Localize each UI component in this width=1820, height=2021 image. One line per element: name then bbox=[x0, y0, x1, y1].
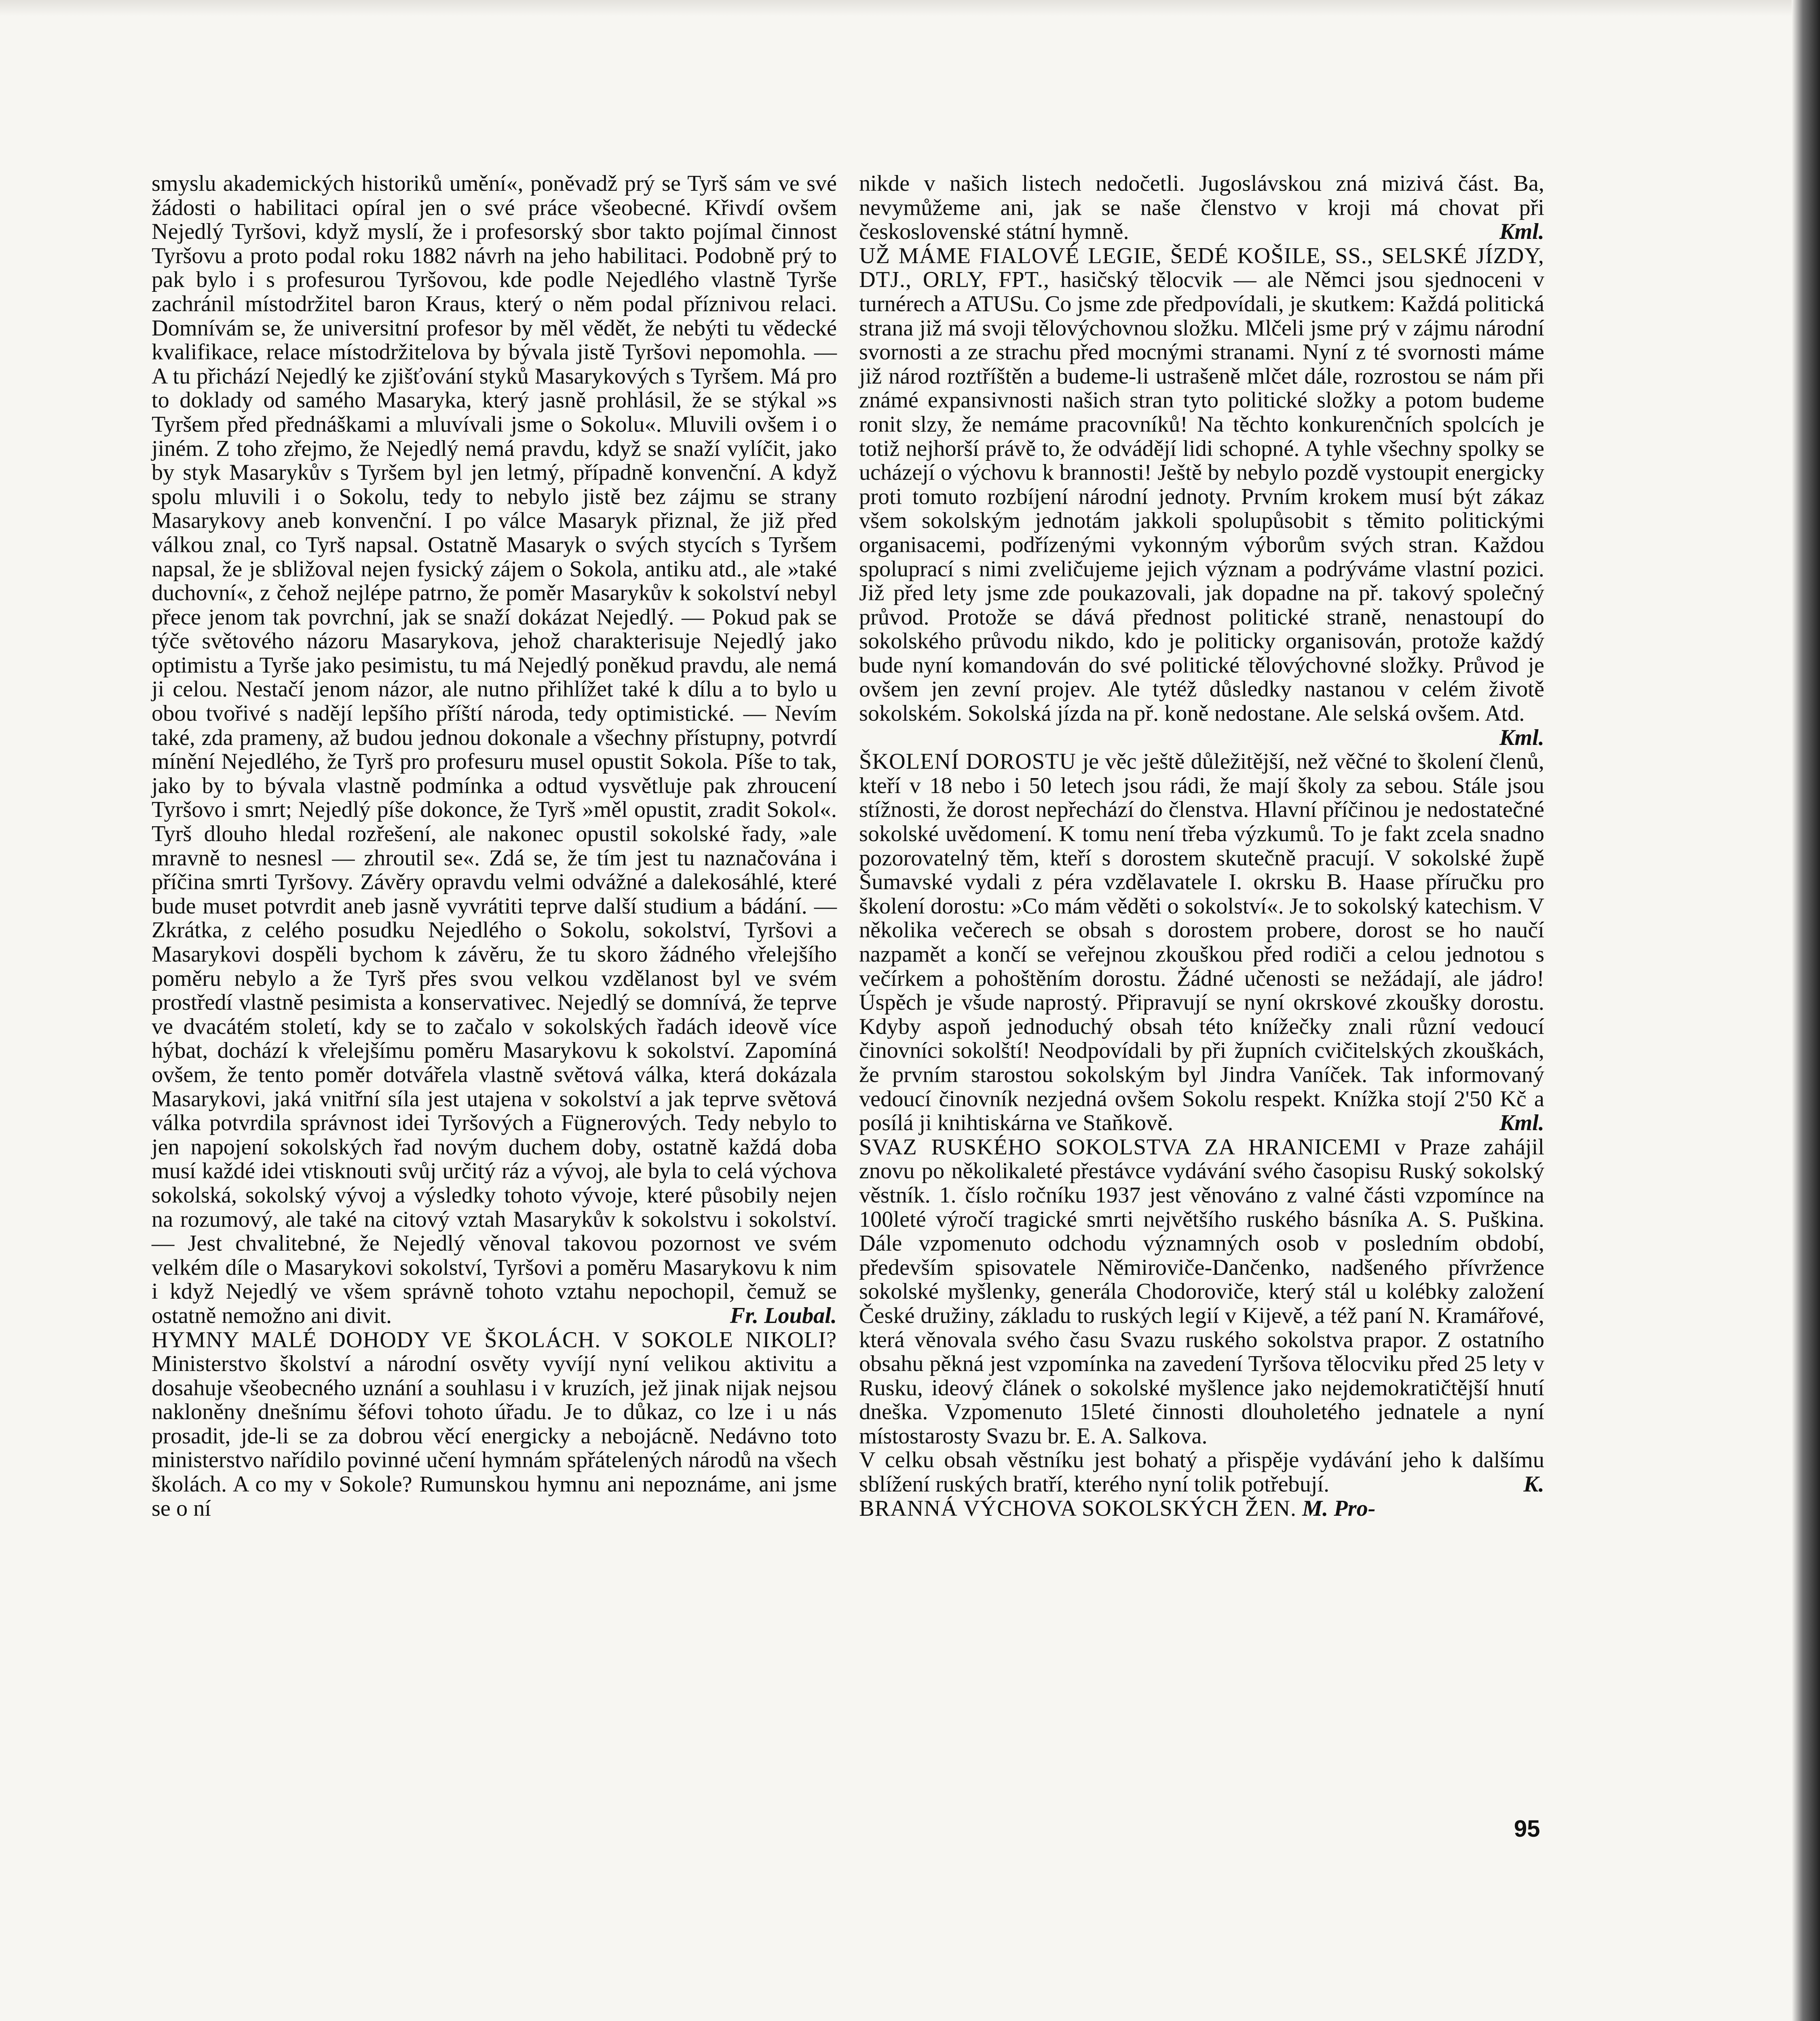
article-svaz-closing bbox=[859, 1448, 1544, 1496]
left-column bbox=[152, 172, 837, 1521]
article-text: V celku obsah věstníku jest bohatý a přispěje vydávání jeho k dalšímu sblížení ruských bratří, kterého nyní tolik potřebují. bbox=[859, 1447, 1544, 1497]
heading-skoleni: ŠKOLENÍ DOROSTU bbox=[859, 749, 1077, 774]
signature-loubal: Fr. Loubal. bbox=[730, 1303, 837, 1328]
article-text: nikde v našich listech nedočetli. Jugoslávskou zná mizivá část. Ba, nevymůžeme ani, jak se naše členstvo v kroji má chovat při československé státní hymně. bbox=[859, 171, 1544, 245]
article-text: je věc ještě důležitější, než věčné to školení členů, kteří v 18 nebo i 50 letech jsou rádi, že mají školy za sebou. Stále jsou stížnosti, že dorost nepřechází do členstva. Hlavní příčinou je nedostatečné sokolské uvědomení. K tomu není třeba výzkumů. To je fakt zcela snadno pozorovatelný těm, kteří s dorostem skutečně pracují. V sokolské župě Šumavské vydali z péra vzdělavatele I. okrsku B. Haase příručku pro školení dorostu: »Co mám věděti o sokolství«. Je to sokolský katechism. V několika večerech se obsah s dorostem probere, dorost se ho naučí nazpamět a končí se veřejnou zkouškou před rodiči a celou jednotou s večírkem a pohoštěním dorostu. Žádné učenosti se nežádají, ale jádro! Úspěch je všude naprostý. Připravují se nyní okrskové zkoušky dorostu. Kdyby aspoň jednoduchý obsah této knížečky znali různí vedoucí činovníci sokolští! Neodpovídali by při župních cvičitelských zkouškách, že prvním starostou sokolským byl Jindra Vaníček. Tak informovaný vedoucí činovník nezjedná ovšem Sokolu respekt. Knížka stojí 2'50 Kč a posílá ji knihtiskárna ve Staňkově. bbox=[859, 749, 1544, 1136]
heading-legie: UŽ MÁME FIALOVÉ LEGIE, ŠEDÉ KOŠILE, SS., SELSKÉ JÍZDY, DTJ., ORLY, FPT., bbox=[859, 243, 1544, 293]
author-fragment: M. Pro- bbox=[1296, 1496, 1376, 1521]
signature-kml: Kml. bbox=[1499, 219, 1544, 245]
article-text: Ministerstvo školství a národní osvěty vyvíjí nyní velikou aktivitu a dosahuje všeobecného uznání a souhlasu i v kruzích, jež jinak nijak nejsou nakloněny dnešnímu šéfovi tohoto úřadu. Je to důkaz, co lze i u nás prosadit, jde-li se za dobrou věcí energicky a nebojácně. Nedávno toto ministerstvo nařídilo povinné učení hymnám spřátelených národů na všech školách. A co my v Sokole? Rumunskou hymnu ani nepoznáme, ani jsme se o ní bbox=[152, 1351, 837, 1521]
page-number: 95 bbox=[1514, 1816, 1540, 1842]
right-column bbox=[859, 172, 1544, 1521]
signature-k: K. bbox=[1523, 1472, 1544, 1497]
heading-svaz: SVAZ RUSKÉHO SOKOLSTVA ZA HRANICEMI bbox=[859, 1134, 1381, 1160]
article-skoleni bbox=[859, 750, 1544, 1135]
article-text: smyslu akademických historiků umění«, poněvadž prý se Tyrš sám ve své žádosti o habilitaci opíral jen o své práce všeobecné. Křivdí ovšem Nejedlý Tyršovi, když myslí, že i profesorský sbor takto pojímal činnost Tyršovu a proto podal roku 1882 návrh na jeho habilitaci. Podobně prý to pak bylo i s profesurou Tyršovou, kde podle Nejedlého vlastně Tyrše zachránil místodržitel baron Kraus, který o něm podal příznivou relaci. Domnívám se, že universitní profesor by měl vědět, že nebýti tu vědecké kvalifikace, relace místodržitelova by bývala jistě Tyršovi nepomohla. — A tu přichází Nejedlý ke zjišťování styků Masarykových s Tyršem. Má pro to doklady od samého Masaryka, který jasně prohlásil, že se stýkal »s Tyršem před přednáškami a mluvívali jsme o Sokolu«. Mluvili ovšem i o jiném. Z toho zřejmo, že Nejedlý nemá pravdu, když se snaží vylíčit, jako by styk Masarykův s Tyršem byl jen letmý, případně konvenční. A když spolu mluvili i o Sokolu, tedy to nebylo jistě bez zájmu se strany Masarykovy aneb konvenční. I po válce Masaryk přiznal, že již před válkou znal, co Tyrš napsal. Ostatně Masaryk o svých stycích s Tyršem napsal, že je sbližoval nejen fysický zájem o Sokola, antiku atd., ale »také duchovní«, z čehož nejlépe patrno, že poměr Masarykův k sokolství nebyl přece jenom tak povrchní, jak se snaží dokázat Nejedlý. — Pokud pak se týče světového názoru Masarykova, jehož charakterisuje Nejedlý jako optimistu a Tyrše jako pesimistu, tu má Nejedlý poněkud pravdu, ale nemá ji celou. Nestačí jenom názor, ale nutno přihlížet také k dílu a to bylo u obou tvořivé s nadějí lepšího příští národa, tedy optimistické. — Nevím také, zda prameny, až budou jednou dokonale a všechny přístupny, potvrdí mínění Nejedlého, že Tyrš pro profesuru musel opustit Sokola. Píše to tak, jako by to bývala vlastně podmínka a odtud vysvětluje pak zhroucení Tyršovo i smrt; Nejedlý píše dokonce, že Tyrš »měl opustit, zradit Sokol«. Tyrš dlouho hledal rozřešení, ale nakonec opustil sokolské řady, »ale mravně to nesnesl — zhroutil se«. Zdá se, že tím jest tu naznačována i příčina smrti Tyršovy. Závěry opravdu velmi odvážné a dalekosáhlé, které bude muset potvrdit aneb jasně vyvrátiti teprve další studium a bádání. — Zkrátka, z celého posudku Nejedlého o Sokolu, sokolství, Tyršovi a Masarykovi dospěli bychom k závěru, že tu skoro žádného vřelejšího poměru nebylo a že Tyrš přes svou velkou vzdělanost byl ve svém prostředí vlastně pesimista a konservativec. Nejedlý se domnívá, že teprve ve dvacátém století, kdy se to začalo v sokolských řadách ideově více hýbat, dochází k vřelejšímu poměru Masarykovu k sokolství. Zapomíná ovšem, že tento poměr dotvářela vlastně světová válka, která dokázala Masarykovi, jaká vnitřní síla jest utajena v sokolství a jak teprve světová válka potvrdila správnost idei Tyršových a Fügnerových. Tedy nebylo to jen napojení sokolských řad novým duchem doby, ostatně každá doba musí každé idei vtisknouti svůj určitý ráz a vývoj, ale byla to celá výchova sokolská, sokolský vývoj a výsledky tohoto vývoje, které působily nejen na rozumový, ale také na citový vztah Masarykův k sokolstvu i sokolství. — Jest chvalitebné, že Nejedlý věnoval takovou pozornost ve svém velkém díle o Masarykovi sokolství, Tyršovi a poměru Masarykovu k nim i když Nejedlý ve všem správně tohoto vztahu nepochopil, čemuž se ostatně nemožno ani divit. bbox=[152, 171, 837, 1328]
article-hymny-continuation bbox=[859, 172, 1544, 244]
article-text: v Praze zahájil znovu po několikaleté přestávce vydávání svého časopisu Ruský sokolský věstník. 1. číslo ročníku 1937 jest věnováno z valné části vzpomínce na 100leté výročí tragické smrti největšího ruského básníka A. S. Puškina. Dále vzpomenuto odchodu významných osob v posledním období, především spisovatele Němiroviče-Dančenko, nadšeného přívržence sokolské myšlenky, generála Chodoroviče, který stál u kolébky založení České družiny, základu to ruských legií v Kijevě, a též paní N. Kramářové, která věnovala svého času Svazu ruského sokolstva prapor. Z ostatního obsahu pěkná jest vzpomínka na zavedení Tyršova tělocviku před 25 lety v Rusku, ideový článek o sokolské myšlence jako nejdemokratičtější hnutí dneška. Vzpomenuto 15leté činnosti dlouholetého jednatele a nyní místostarosty Svazu br. E. A. Salkova. bbox=[859, 1134, 1544, 1449]
heading-hymny: HYMNY MALÉ DOHODY VE ŠKOLÁCH. V SOKOLE NIKOLI? bbox=[152, 1327, 837, 1352]
heading-branna: BRANNÁ VÝCHOVA SOKOLSKÝCH ŽEN. bbox=[859, 1496, 1297, 1521]
scan-top-shadow bbox=[0, 0, 1820, 16]
article-svaz bbox=[859, 1135, 1544, 1449]
article-hymny bbox=[152, 1328, 837, 1521]
article-branna bbox=[859, 1497, 1544, 1521]
article-legie bbox=[859, 243, 1544, 750]
article-text: hasičský tělocvik — ale Němci jsou sjednoceni v turnérech a ATUSu. Co jsme zde předpovídali, je skutkem: Každá politická strana již má svoji tělovýchovnou složku. Mlčeli jsme prý v zájmu národní svornosti a ze strachu před mocnými stranami. Nyní z té svornosti máme již národ roztříštěn a budeme-li ustrašeně mlčet dále, rozrostou se nám při známé expansivnosti našich stran tyto politické složky a potom budeme ronit slzy, že nemáme pracovníků! Na těchto konkurenčních spolcích je totiž nejhorší právě to, že odvádějí lidi schopné. A tyhle všechny spolky se ucházejí o výchovu k brannosti! Ještě by nebylo pozdě vystoupit energicky proti tomuto rozbíjení národní jednoty. Prvním krokem musí být zákaz všem sokolským jednotám jakkoli spolupůsobit s těmito politickými organisacemi, podřízenými vykonným výborům svých stran. Každou spoluprací s nimi zveličujeme jejich význam a podrýváme vlastní pozici. Již před lety jsme zde poukazovali, jak dopadne na př. takový společný průvod. Protože se dává přednost politické straně, nenastoupí do sokolského průvodu nikdo, kdo je politicky organisován, protože každý bude nyní komandován do své politické tělovýchovné složky. Průvod je ovšem jen zevní projev. Ale tytéž důsledky nastanou v celém životě sokolském. Sokolská jízda na př. koně nedostane. Ale selská ovšem. Atd. bbox=[859, 267, 1544, 726]
scan-right-edge bbox=[1792, 0, 1820, 2021]
signature-kml: Kml. bbox=[1499, 725, 1544, 750]
article-loubal-continuation bbox=[152, 172, 837, 1328]
signature-kml: Kml. bbox=[1499, 1110, 1544, 1136]
